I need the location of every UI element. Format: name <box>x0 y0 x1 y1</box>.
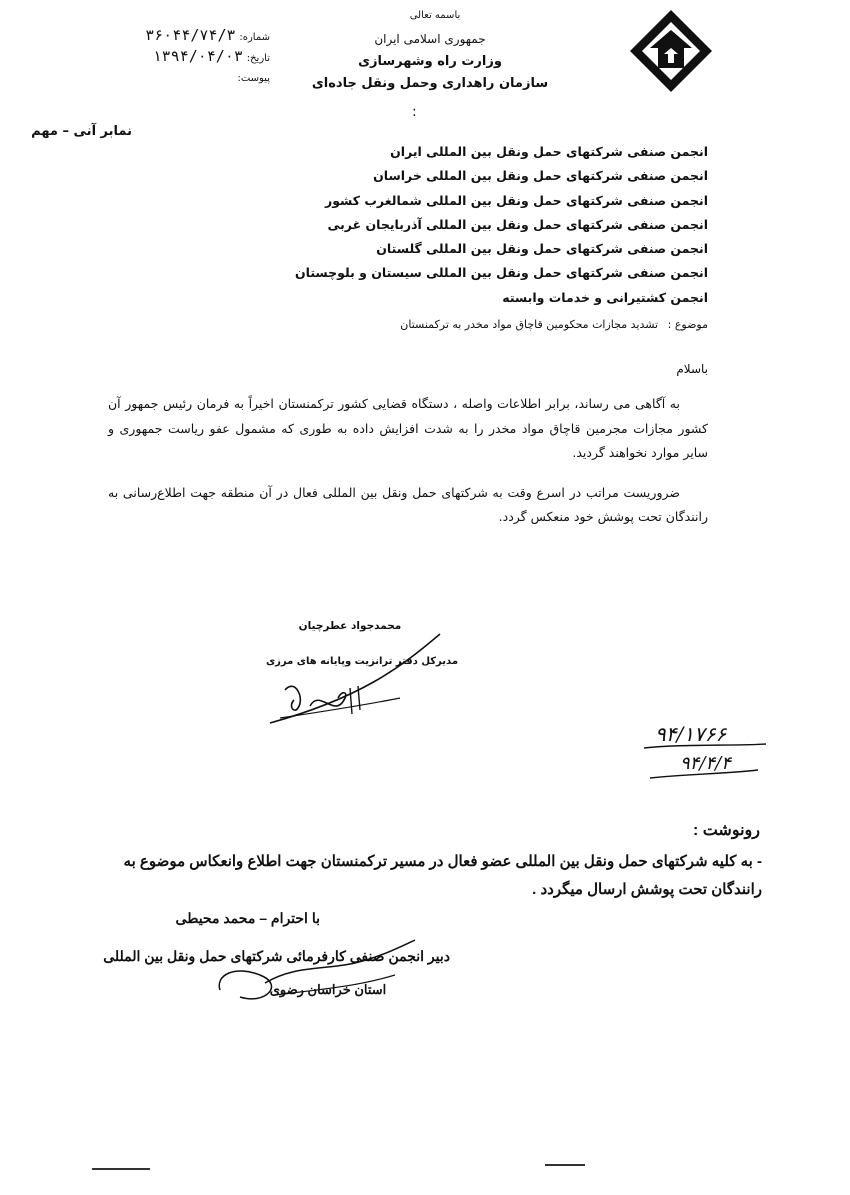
number-label: شماره: <box>239 32 270 43</box>
recipient-item: انجمن صنفی شرکتهای حمل ونقل بین المللی آذربایجان غربی <box>327 216 708 232</box>
recipient-item: انجمن صنفی شرکتهای حمل ونقل بین المللی سیستان و بلوچستان <box>294 265 708 281</box>
subject-text: تشدید مجازات محکومین قاچاق مواد مخدر به ترکمنستان <box>400 318 659 331</box>
date-label: تاریخ: <box>246 53 270 64</box>
letter-attachment <box>237 70 270 84</box>
header-bismillah: باسمه تعالی <box>409 10 461 21</box>
copy-sender-title: دبیر انجمن صنفی کارفرمائی شرکتهای حمل ونقل بین المللی <box>103 948 450 964</box>
recipient-item: انجمن کشتیرانی و خدمات وابسته <box>502 289 708 305</box>
attachment-label: پیوست: <box>237 73 270 84</box>
signatory-title: مدیرکل دفتر ترانزیت وپایانه های مرزی <box>265 656 459 667</box>
signatory-name: محمدجواد عطرچیان <box>298 620 402 632</box>
header-country: جمهوری اسلامی ایران <box>374 32 486 46</box>
handwritten-signature-2 <box>205 935 420 1010</box>
copy-sender-province: استان خراسان رضوی <box>269 982 387 997</box>
recipient-item: انجمن صنفی شرکتهای حمل ونقل بین المللی گلستان <box>376 241 708 257</box>
footer-mark-right <box>545 1164 585 1166</box>
letter-date <box>153 47 270 65</box>
colon-mark: : <box>412 104 417 120</box>
recipient-item: انجمن صنفی شرکتهای حمل ونقل بین المللی ایران <box>390 144 708 159</box>
subject-label: موضوع : <box>667 318 708 331</box>
handwritten-reg-number: ۹۴/۱۷۶۶ <box>655 722 727 746</box>
handwritten-reg-date: ۹۴/۴/۴ <box>680 753 731 774</box>
priority-note: نمابر آنی – مهم <box>31 124 132 139</box>
letter-body <box>108 392 708 545</box>
body-paragraph-2: ضروریست مراتب در اسرع وقت به شرکتهای حمل ونقل بین المللی فعال در آن منطقه جهت اطلاع‌رسانی به رانندگان تحت پوشش خود منعکس گردد. <box>108 484 708 524</box>
letter-number <box>145 26 270 44</box>
copy-text-line1: - به کلیه شرکتهای حمل ونقل بین المللی عضو فعال در مسیر ترکمنستان جهت اطلاع وانعکاس موضوع به <box>123 853 762 870</box>
footer-mark-left <box>92 1168 150 1170</box>
greeting: باسلام <box>676 362 708 376</box>
copy-text-line2: رانندگان تحت پوشش ارسال میگردد . <box>532 881 762 898</box>
copy-regards: با احترام – محمد محیطی <box>175 910 320 926</box>
subject-line <box>400 318 708 331</box>
copy-heading: رونوشت : <box>692 822 760 839</box>
header-ministry: وزارت راه وشهرسازی <box>358 54 502 69</box>
recipient-item: انجمن صنفی شرکتهای حمل ونقل بین المللی خراسان <box>373 168 708 184</box>
handwritten-signature <box>250 628 450 728</box>
body-paragraph-1: به آگاهی می رساند، برابر اطلاعات واصله ، دستگاه قضایی کشور ترکمنستان اخیراً به فرمان رئیس جمهور آن کشور مجازات مجرمین قاچاق مواد مخدر را به شدت افزایش داده به طوری که مشمول عفو ریاست جمهوری و سایر موارد نخواهند گردید. <box>108 396 708 460</box>
organization-logo <box>628 8 714 94</box>
header-organization: سازمان راهداری وحمل ونقل جاده‌ای <box>311 76 549 91</box>
date-value: ۱۳۹۴/۰۴/۰۳ <box>152 47 243 65</box>
number-value: ۳۶۰۴۴/۷۴/۳ <box>145 26 236 44</box>
recipients-list <box>148 140 708 310</box>
recipient-item: انجمن صنفی شرکتهای حمل ونقل بین المللی شمالغرب کشور <box>325 192 708 208</box>
